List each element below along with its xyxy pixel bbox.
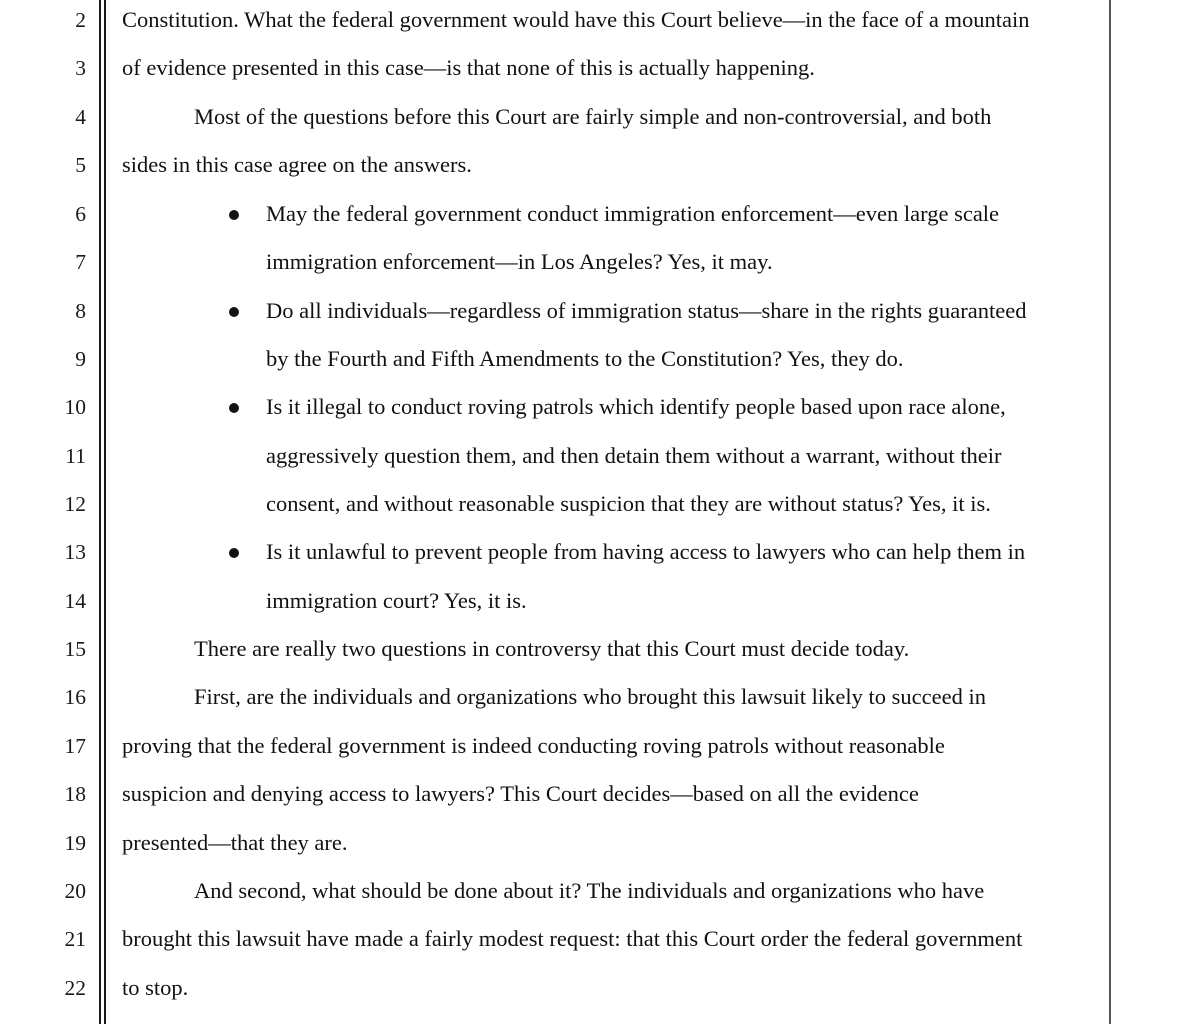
line-text: aggressively question them, and then detain them without a warrant, without their: [266, 443, 1002, 468]
bullet-point: [229, 403, 239, 413]
document-line: [0, 194, 1179, 242]
line-number: 8: [75, 299, 86, 323]
line-text: consent, and without reasonable suspicion that they are without status? Yes, it is.: [266, 491, 991, 516]
line-number: 20: [64, 879, 86, 903]
bullet-point: [229, 548, 239, 558]
document-line: [0, 48, 1179, 96]
line-text: immigration court? Yes, it is.: [266, 588, 527, 613]
line-text: Most of the questions before this Court are fairly simple and non-controversial, and both: [194, 104, 992, 129]
line-number: 14: [64, 589, 86, 613]
line-number: 15: [64, 637, 86, 661]
document-line: [0, 677, 1179, 725]
line-text: Is it unlawful to prevent people from having access to lawyers who can help them in: [266, 539, 1026, 564]
line-number: 12: [64, 492, 86, 516]
document-line: [0, 968, 1179, 1016]
line-text: presented—that they are.: [122, 830, 348, 855]
document-line: [0, 581, 1179, 629]
document-line: [0, 339, 1179, 387]
line-text: Do all individuals—regardless of immigration status—share in the rights guaranteed: [266, 298, 1027, 323]
line-number: 10: [64, 395, 86, 419]
document-line: [0, 629, 1179, 677]
line-text: to stop.: [122, 975, 189, 1000]
document-line: [0, 823, 1179, 871]
line-number: 11: [65, 444, 86, 468]
line-text: Constitution. What the federal government would have this Court believe—in the face of a mountain: [122, 7, 1030, 32]
line-text: May the federal government conduct immigration enforcement—even large scale: [266, 201, 1000, 226]
line-text: And second, what should be done about it? The individuals and organizations who have: [194, 878, 985, 903]
line-number: 19: [64, 831, 86, 855]
line-text: immigration enforcement—in Los Angeles? Yes, it may.: [266, 249, 773, 274]
document-line: [0, 97, 1179, 145]
document-line: [0, 0, 1179, 48]
line-number: 13: [64, 540, 86, 564]
document-line: [0, 871, 1179, 919]
document-line: [0, 387, 1179, 435]
line-text: by the Fourth and Fifth Amendments to the Constitution? Yes, they do.: [266, 346, 904, 371]
document-line: [0, 774, 1179, 822]
document-line: [0, 145, 1179, 193]
document-line: [0, 291, 1179, 339]
line-text: brought this lawsuit have made a fairly modest request: that this Court order the federal government: [122, 926, 1023, 951]
line-number: 6: [75, 202, 86, 226]
bullet-point: [229, 307, 239, 317]
line-number: 7: [75, 250, 86, 274]
line-text: proving that the federal government is indeed conducting roving patrols without reasonable: [122, 733, 945, 758]
line-number: 22: [64, 976, 86, 1000]
line-number: 18: [64, 782, 86, 806]
line-number: 5: [75, 153, 86, 177]
document-line: [0, 919, 1179, 967]
bullet-point: [229, 210, 239, 220]
line-number: 4: [75, 105, 86, 129]
line-text: There are really two questions in controversy that this Court must decide today.: [194, 636, 910, 661]
document-line: [0, 532, 1179, 580]
line-number: 17: [64, 734, 86, 758]
line-number: 9: [75, 347, 86, 371]
line-number: 16: [64, 685, 86, 709]
document-line: [0, 484, 1179, 532]
line-number: 3: [75, 56, 86, 80]
line-text: of evidence presented in this case—is that none of this is actually happening.: [122, 55, 815, 80]
line-text: sides in this case agree on the answers.: [122, 152, 472, 177]
document-line: [0, 436, 1179, 484]
line-number: 2: [75, 8, 86, 32]
line-text: Is it illegal to conduct roving patrols which identify people based upon race alone,: [266, 394, 1006, 419]
line-text: First, are the individuals and organizations who brought this lawsuit likely to succeed in: [194, 684, 986, 709]
document-line: [0, 726, 1179, 774]
line-text: suspicion and denying access to lawyers? This Court decides—based on all the evidence: [122, 781, 919, 806]
line-number: 21: [64, 927, 86, 951]
document-line: [0, 242, 1179, 290]
